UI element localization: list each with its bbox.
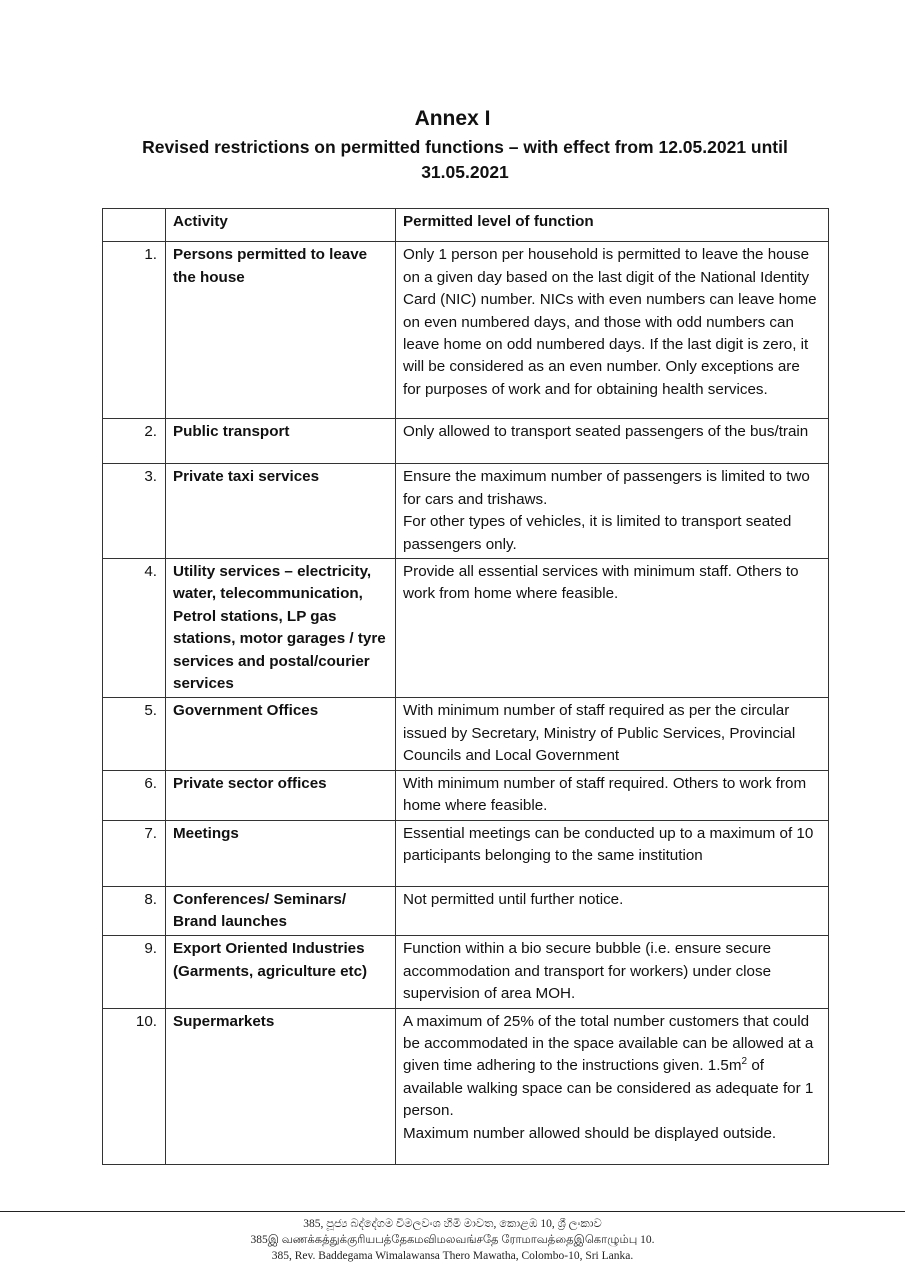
row-permitted-level [396, 1008, 829, 1164]
permitted-text-line: Ensure the maximum number of passengers is limited to two for cars and trishaws. [403, 468, 810, 508]
annex-title: Annex I [414, 107, 491, 130]
row-activity: Export Oriented Industries (Garments, agriculture etc) [166, 936, 396, 1008]
table-header-row [103, 209, 829, 242]
row-activity: Public transport [166, 419, 396, 464]
row-number: 5. [103, 698, 166, 770]
superscript: 2 [741, 1056, 748, 1068]
row-number: 2. [103, 419, 166, 464]
table-row [103, 820, 829, 886]
column-header-permitted-level: Permitted level of function [396, 209, 829, 242]
row-number: 9. [103, 936, 166, 1008]
document-subtitle: Revised restrictions on permitted functions – with effect from 12.05.2021 until 31.05.2021 [142, 137, 788, 182]
table-row [103, 464, 829, 559]
row-number: 7. [103, 820, 166, 886]
row-activity: Private sector offices [166, 770, 396, 820]
permitted-text-line [403, 1011, 821, 1123]
footer-address-english: 385, Rev. Baddegama Wimalawansa Thero Mawatha, Colombo-10, Sri Lanka. [271, 1250, 634, 1262]
footer-divider [0, 1211, 905, 1212]
restrictions-table [102, 208, 829, 1165]
table-row [103, 698, 829, 770]
permitted-text-line: For other types of vehicles, it is limited to transport seated passengers only. [403, 513, 792, 553]
column-header-number [103, 209, 166, 242]
row-number: 1. [103, 242, 166, 419]
permitted-text-part: A maximum of 25% of the total number customers that could be accommodated in the space available can be allowed at a given time adhering to the instructions given. 1.5m [403, 1012, 814, 1075]
row-permitted-level: Provide all essential services with minimum staff. Others to work from home where feasible. [396, 559, 829, 698]
row-permitted-level [396, 464, 829, 559]
row-activity: Private taxi services [166, 464, 396, 559]
footer-address-tamil: 385இ வணக்கத்துக்குரியபத்தேகமவிமலவங்சதே ரோமாவத்தைஇகொழும்பு 10. [250, 1234, 655, 1246]
row-number: 8. [103, 886, 166, 936]
row-permitted-level: Essential meetings can be conducted up to a maximum of 10 participants belonging to the same institution [396, 820, 829, 886]
table-row [103, 559, 829, 698]
table-row [103, 770, 829, 820]
table-row [103, 886, 829, 936]
row-activity: Government Offices [166, 698, 396, 770]
row-permitted-level: Not permitted until further notice. [396, 886, 829, 936]
row-number: 10. [103, 1008, 166, 1164]
row-permitted-level: Only 1 person per household is permitted to leave the house on a given day based on the last digit of the National Identity Card (NIC) number. NICs with even numbers can leave home on even numbered days, and those with odd numbers can leave home on odd numbered days. If the last digit is zero, it will be considered as an even number. Only exceptions are for purposes of work and for obtaining health services. [396, 242, 829, 419]
row-activity: Conferences/ Seminars/ Brand launches [166, 886, 396, 936]
row-activity: Supermarkets [166, 1008, 396, 1164]
permitted-text-part: of available walking space can be considered as adequate for 1 person. [403, 1057, 814, 1120]
row-permitted-level: Function within a bio secure bubble (i.e. ensure secure accommodation and transport for workers) under close supervision of area MOH. [396, 936, 829, 1008]
row-permitted-level: With minimum number of staff required. Others to work from home where feasible. [396, 770, 829, 820]
row-permitted-level: With minimum number of staff required as per the circular issued by Secretary, Ministry of Public Services, Provincial Councils and Local Government [396, 698, 829, 770]
row-activity: Meetings [166, 820, 396, 886]
column-header-activity: Activity [166, 209, 396, 242]
row-activity: Persons permitted to leave the house [166, 242, 396, 419]
table-row [103, 936, 829, 1008]
row-permitted-level: Only allowed to transport seated passengers of the bus/train [396, 419, 829, 464]
table-row [103, 1008, 829, 1164]
row-number: 6. [103, 770, 166, 820]
footer-address-sinhala: 385, පූජ්‍ය බද්දේගම විමලවංශ හිමි මාවත, කොළඹ 10, ශ්‍රී ලංකාව [303, 1218, 602, 1230]
table-row [103, 242, 829, 419]
permitted-text-line: Maximum number allowed should be displayed outside. [403, 1124, 777, 1142]
row-activity: Utility services – electricity, water, telecommunication, Petrol stations, LP gas stations, motor garages / tyre services and postal/courier services [166, 559, 396, 698]
row-number: 4. [103, 559, 166, 698]
row-number: 3. [103, 464, 166, 559]
table-row [103, 419, 829, 464]
